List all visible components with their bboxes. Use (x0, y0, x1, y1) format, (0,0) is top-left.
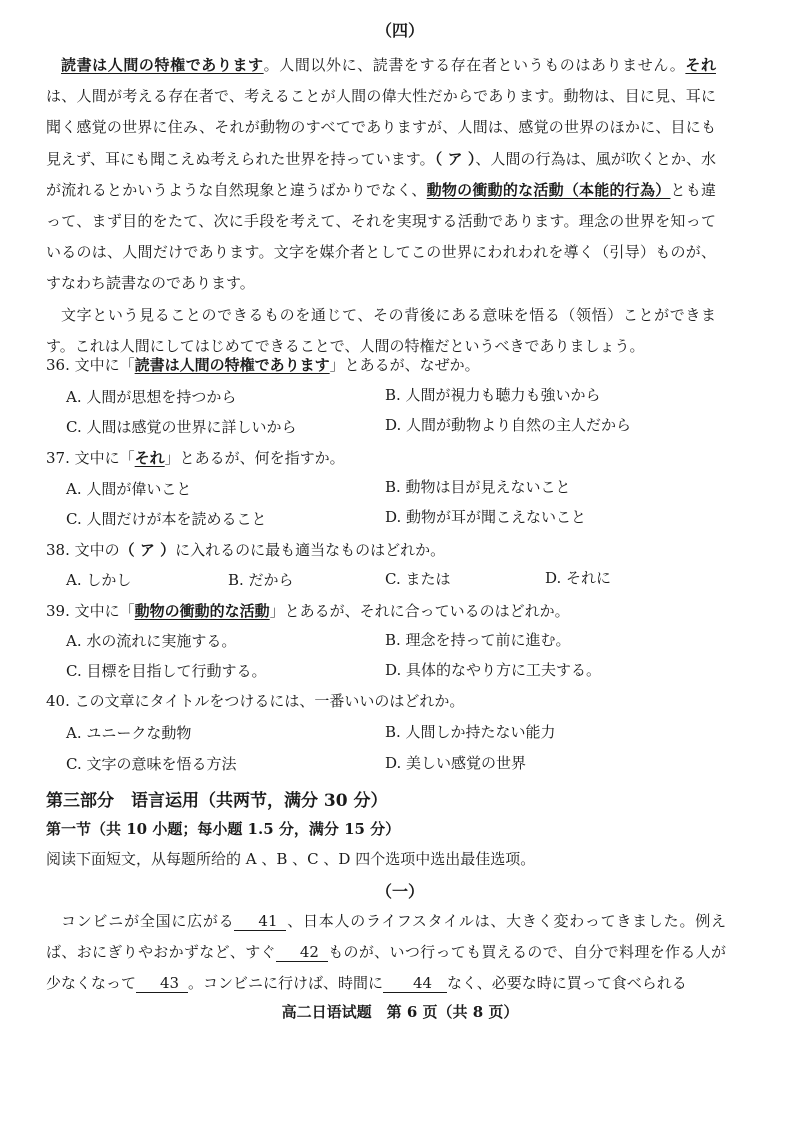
option-39-b[interactable]: B. 理念を持って前に進む。 (385, 631, 571, 649)
passage-text: 。人間以外に、読書をする存在者というものはありません。 (263, 56, 686, 74)
blank-42[interactable]: 42 (276, 944, 328, 962)
blank-44[interactable]: 44 (383, 975, 447, 993)
question-stem: 文中に「 (74, 356, 135, 374)
option-38-c[interactable]: C. または (385, 570, 451, 588)
option-37-a[interactable]: A. 人間が偉いこと (66, 480, 192, 498)
option-38-d[interactable]: D. それに (545, 569, 612, 587)
section-title: （四） (375, 21, 424, 40)
question-stem-underlined: 読書は人間の特権であります (134, 356, 330, 374)
cloze-text: コンビニが全国に広がる (61, 912, 235, 930)
question-stem: この文章にタイトルをつけるには、一番いいのはどれか。 (74, 692, 465, 710)
part3-title: 第三部分 语言运用（共两节，满分 30 分） (46, 791, 388, 811)
option-40-b[interactable]: B. 人間しか持たない能力 (385, 723, 556, 741)
cloze-text: 、日本人のライフスタイルは、大きく変わってきました。例えば、おにぎりやおかずなど、すぐ (46, 912, 726, 962)
part3-instruction: 阅读下面短文，从每题所给的 A 、B 、C 、D 四个选项中选出最佳选项。 (46, 850, 536, 868)
question-36 (46, 354, 726, 375)
underlined-phrase-sore: それ (685, 56, 716, 74)
underlined-phrase-tokken: 読書は人間の特権であります (61, 56, 264, 74)
page-footer: 高二日语试题 第 6 页（共 8 页） (281, 1003, 519, 1021)
underlined-phrase-shodo: 動物の衝動的な活動（本能的行為） (426, 180, 671, 199)
cloze-paragraph (46, 906, 726, 1000)
passage-paragraph-2: 文字という見ることのできるものを通じて、その背後にある意味を悟る（领悟）ことができます。これは人間にしてはじめてできることで、人間の特権だというべきでありましょう。 (46, 305, 716, 355)
question-number: 40. (46, 692, 70, 710)
passage-text: 、人間の行為は、風が吹くとか、水が流れるとかいうような自然現象と違うばかりでなく、 (46, 149, 716, 199)
question-38 (46, 539, 726, 560)
option-40-c[interactable]: C. 文字の意味を悟る方法 (66, 755, 237, 773)
option-37-b[interactable]: B. 動物は目が見えないこと (385, 478, 571, 496)
cloze-text: なく、必要な時に買って食べられる (447, 974, 687, 993)
part3-section1-title: 第一节（共 10 小题；每小题 1.5 分，满分 15 分） (46, 820, 401, 838)
question-stem: 」とあるが、何を指すか。 (164, 449, 345, 467)
option-39-c[interactable]: C. 目標を目指して行動する。 (66, 662, 267, 680)
passage-text: とも違って、まず目的をたて、次に手段を考えて、それを実現する活動であります。理念の世界を知っているのは、人間だけであります。文字を媒介者としてこの世界にわれわれを導く（引导）ものが、すなわち読書なのであります。 (46, 180, 716, 293)
question-stem: 文中に「 (74, 449, 135, 467)
question-stem-marker: （ ア ） (119, 541, 176, 559)
option-37-d[interactable]: D. 動物が耳が聞こえないこと (385, 508, 587, 526)
question-40 (46, 690, 726, 711)
option-38-a[interactable]: A. しかし (66, 571, 132, 589)
cloze-text: ものが、いつ行っても買えるので、自分で料理を作る人が少なくなって (46, 943, 727, 993)
cloze-text: 。コンビニに行けば、時間に (188, 974, 384, 993)
part3-subtitle: （一） (375, 882, 424, 901)
option-37-c[interactable]: C. 人間だけが本を読めること (66, 510, 267, 528)
option-40-a[interactable]: A. ユニークな動物 (66, 724, 192, 742)
blank-43[interactable]: 43 (136, 975, 188, 993)
reading-passage (46, 50, 716, 362)
question-39 (46, 600, 726, 621)
question-stem-underlined: それ (134, 449, 165, 467)
blank-41[interactable]: 41 (234, 913, 286, 931)
question-number: 39. (46, 602, 70, 620)
question-stem: 文中に「 (74, 602, 135, 620)
question-37 (46, 447, 726, 468)
question-number: 36. (46, 356, 70, 374)
blank-marker-a: （ ア ） (434, 149, 476, 168)
option-36-b[interactable]: B. 人間が視力も聴力も強いから (385, 386, 601, 404)
option-36-a[interactable]: A. 人間が思想を持つから (66, 388, 237, 406)
question-stem: 文中の (74, 541, 120, 559)
question-stem: 」とあるが、なぜか。 (329, 356, 480, 374)
question-stem-underlined: 動物の衝動的な活動 (134, 602, 270, 620)
question-number: 38. (46, 541, 70, 559)
option-36-d[interactable]: D. 人間が動物より自然の主人だから (385, 416, 632, 434)
passage-paragraph-1 (46, 50, 716, 300)
option-40-d[interactable]: D. 美しい感覚の世界 (385, 754, 527, 772)
option-38-b[interactable]: B. だから (228, 571, 294, 589)
question-stem: に入れるのに最も適当なものはどれか。 (175, 541, 446, 559)
cloze-passage (46, 906, 726, 1000)
option-39-d[interactable]: D. 具体的なやり方に工夫する。 (385, 661, 602, 679)
option-36-c[interactable]: C. 人間は感覚の世界に詳しいから (66, 418, 297, 436)
question-number: 37. (46, 449, 70, 467)
question-stem: 」とあるが、それに合っているのはどれか。 (269, 602, 570, 620)
passage-text: は、人間が考える存在者で、考えることが人間の偉大性だからであります。動物は、目に見、耳に聞く感覚の世界に住み、それが動物のすべてでありますが、人間は、感覚の世界のほかに、目にも見えず、耳にも聞こえぬ考えられた世界を持っています。 (46, 87, 716, 168)
option-39-a[interactable]: A. 水の流れに実施する。 (66, 632, 237, 650)
